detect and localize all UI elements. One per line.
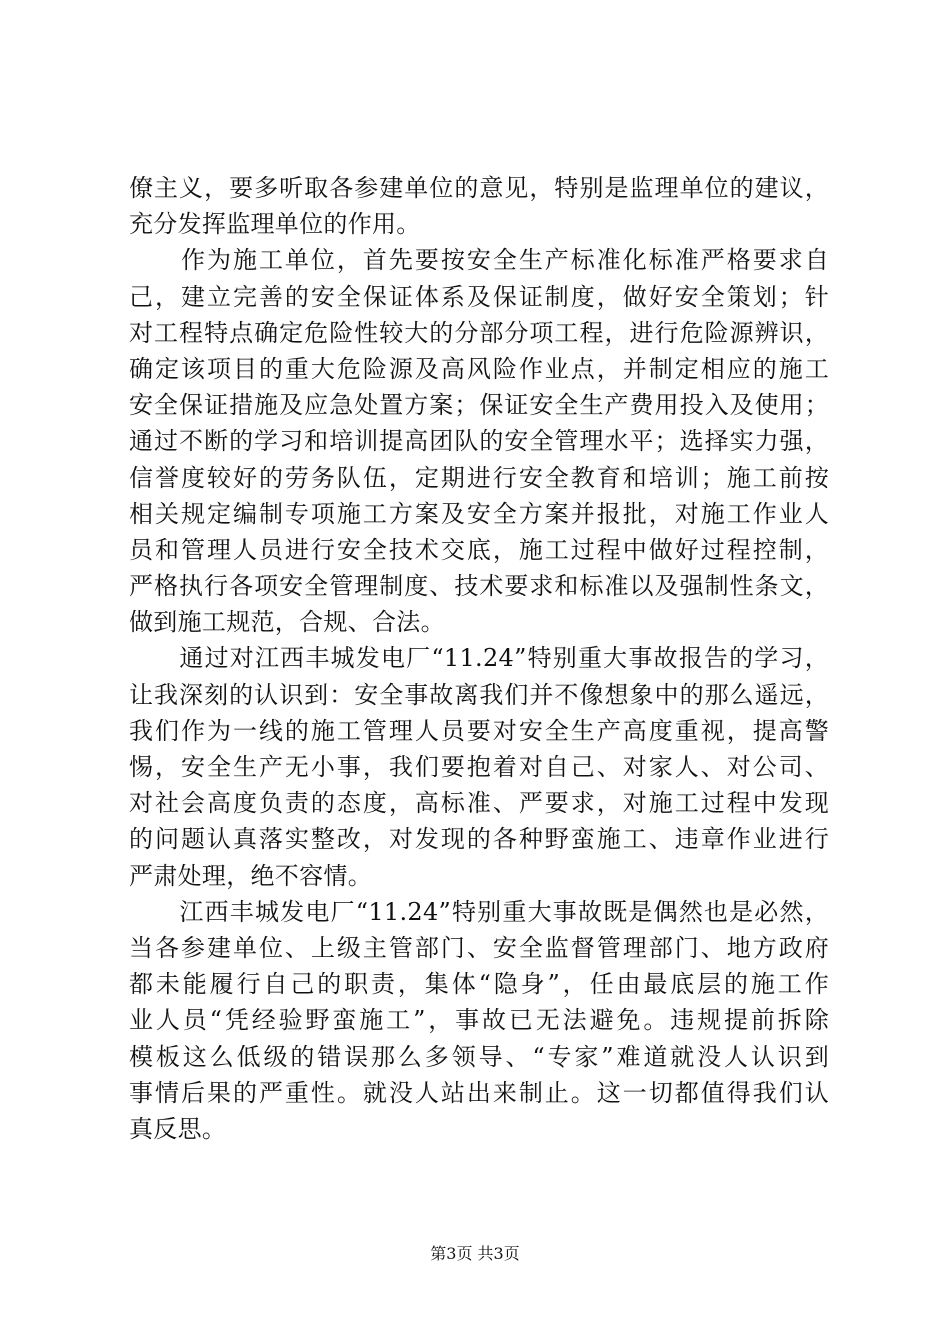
body-text <box>129 170 829 1147</box>
text-line: 事情后果的严重性。就没人站出来制止。这一切都值得我们认 <box>129 1078 829 1107</box>
text-line: 作为施工单位，首先要按安全生产标准化标准严格要求自 <box>129 246 829 275</box>
text-line: 让我深刻的认识到：安全事故离我们并不像想象中的那么遥远， <box>129 680 829 709</box>
text-line: 僚主义，要多听取各参建单位的意见，特别是监理单位的建议， <box>129 174 829 202</box>
text-line: 充分发挥监理单位的作用。 <box>129 210 421 239</box>
text-line: 通过对江西丰城发电厂“11.24”特别重大事故报告的学习， <box>129 644 829 673</box>
text-line: 我们作为一线的施工管理人员要对安全生产高度重视，提高警 <box>129 716 829 745</box>
text-line: 严肃处理，绝不容情。 <box>129 861 372 890</box>
text-line: 通过不断的学习和培训提高团队的安全管理水平；选择实力强， <box>129 427 829 456</box>
text-line: 惕，安全生产无小事，我们要抱着对自己、对家人、对公司、 <box>129 753 829 781</box>
text-line: 真反思。 <box>129 1114 227 1143</box>
text-line: 对工程特点确定危险性较大的分部分项工程，进行危险源辨识， <box>129 318 829 347</box>
text-line: 都未能履行自己的职责，集体“隐身”，任由最底层的施工作 <box>129 970 829 999</box>
text-line: 对社会高度负责的态度，高标准、严要求，对施工过程中发现 <box>129 789 829 818</box>
text-line: 员和管理人员进行安全技术交底，施工过程中做好过程控制， <box>129 535 829 564</box>
text-line: 模板这么低级的错误那么多领导、“专家”难道就没人认识到 <box>129 1042 829 1071</box>
text-line: 的问题认真落实整改，对发现的各种野蛮施工、违章作业进行 <box>129 825 829 854</box>
text-line: 严格执行各项安全管理制度、技术要求和标准以及强制性条文， <box>129 572 829 601</box>
text-line: 己，建立完善的安全保证体系及保证制度，做好安全策划；针 <box>129 282 829 311</box>
text-line: 安全保证措施及应急处置方案；保证安全生产费用投入及使用； <box>129 391 829 420</box>
text-line: 信誉度较好的劳务队伍，定期进行安全教育和培训；施工前按 <box>129 463 829 492</box>
page-number-footer: 第3页 共3页 <box>430 1244 520 1263</box>
text-line: 确定该项目的重大危险源及高风险作业点，并制定相应的施工 <box>129 354 829 383</box>
text-line: 相关规定编制专项施工方案及安全方案并报批，对施工作业人 <box>129 499 829 528</box>
text-line: 江西丰城发电厂“11.24”特别重大事故既是偶然也是必然， <box>129 897 829 926</box>
text-line: 当各参建单位、上级主管部门、安全监督管理部门、地方政府 <box>129 933 829 962</box>
text-line: 做到施工规范，合规、合法。 <box>129 608 445 637</box>
text-line: 业人员“凭经验野蛮施工”，事故已无法避免。违规提前拆除 <box>129 1006 829 1035</box>
